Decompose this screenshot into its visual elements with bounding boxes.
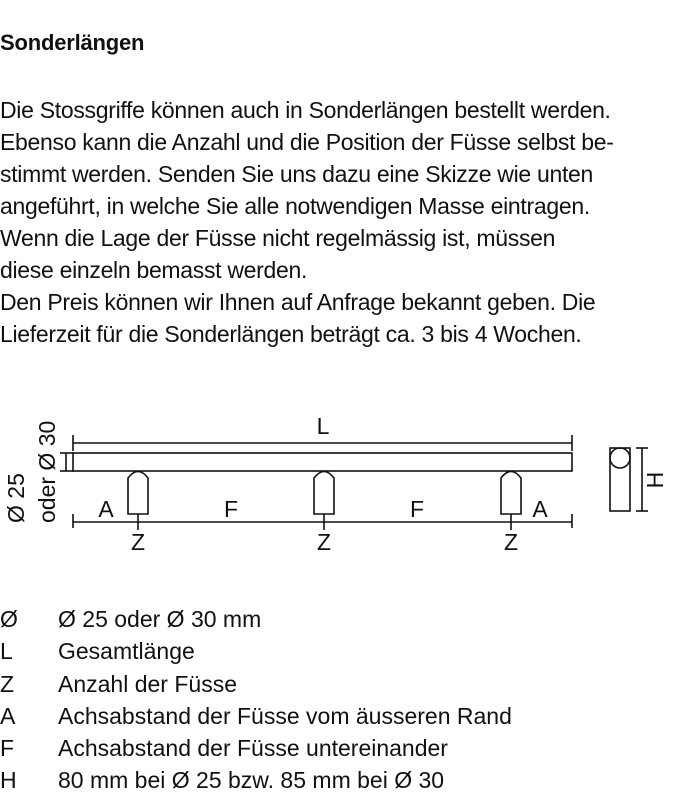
- label-Z: Z: [316, 529, 332, 555]
- legend-symbol: Z: [0, 670, 15, 697]
- paragraph-line: Den Preis können wir Ihnen auf Anfrage bekannt geben. Die: [0, 289, 596, 315]
- label-F: F: [223, 496, 239, 522]
- legend-row: [0, 635, 512, 667]
- paragraph-line: Die Stossgriffe können auch in Sonderlängen bestellt werden.: [0, 97, 611, 123]
- paragraph-line: angeführt, in welche Sie alle notwendigen Masse eintragen.: [0, 193, 590, 219]
- paragraph-line: Wenn die Lage der Füsse nicht regelmässig ist, müssen: [0, 225, 556, 251]
- legend-text: Ø 25 oder Ø 30 mm: [58, 606, 262, 632]
- legend-text: 80 mm bei Ø 25 bzw. 85 mm bei Ø 30: [58, 767, 445, 794]
- side-view-bar-section: [610, 448, 630, 468]
- label-Z: Z: [130, 529, 146, 555]
- legend-text: Achsabstand der Füsse vom äusseren Rand: [58, 702, 512, 729]
- label-L: L: [316, 413, 330, 439]
- legend-symbol: F: [0, 735, 15, 762]
- legend-symbol: L: [0, 638, 13, 665]
- legend-symbol: A: [0, 702, 16, 729]
- side-view-foot: [610, 448, 630, 511]
- label-A: A: [98, 496, 114, 522]
- legend-text: Anzahl der Füsse: [58, 670, 237, 697]
- label-F: F: [409, 496, 425, 522]
- label-diameter-alt: oder Ø 30: [34, 420, 60, 523]
- handle-bar: [73, 453, 572, 471]
- legend-row: [0, 732, 512, 764]
- legend-text: Achsabstand der Füsse untereinander: [58, 735, 448, 762]
- handle-foot: [128, 472, 148, 515]
- legend-symbol: H: [0, 767, 17, 794]
- paragraph-line: stimmt werden. Senden Sie uns dazu eine Skizze wie unten: [0, 161, 594, 187]
- handle-foot: [501, 472, 521, 515]
- label-Z: Z: [503, 529, 519, 555]
- label-H: H: [642, 471, 668, 489]
- paragraph-line: Lieferzeit für die Sonderlängen beträgt ca. 3 bis 4 Wochen.: [0, 321, 582, 347]
- paragraph-line: diese einzeln bemasst werden.: [0, 257, 308, 283]
- description-paragraph: [0, 94, 699, 350]
- legend-row: [0, 764, 512, 796]
- page-title: Sonderlängen: [0, 30, 145, 55]
- legend-symbol: Ø: [0, 606, 18, 632]
- label-A: A: [532, 496, 548, 522]
- legend-list: [0, 603, 512, 797]
- legend-row: [0, 603, 512, 635]
- paragraph-line: Ebenso kann die Anzahl und die Position der Füsse selbst be-: [0, 129, 614, 155]
- label-diameter: Ø 25: [3, 473, 29, 523]
- legend-row: [0, 668, 512, 700]
- handle-technical-drawing: [0, 395, 699, 565]
- handle-foot: [314, 472, 334, 515]
- legend-text: Gesamtlänge: [58, 638, 195, 665]
- legend-row: [0, 700, 512, 732]
